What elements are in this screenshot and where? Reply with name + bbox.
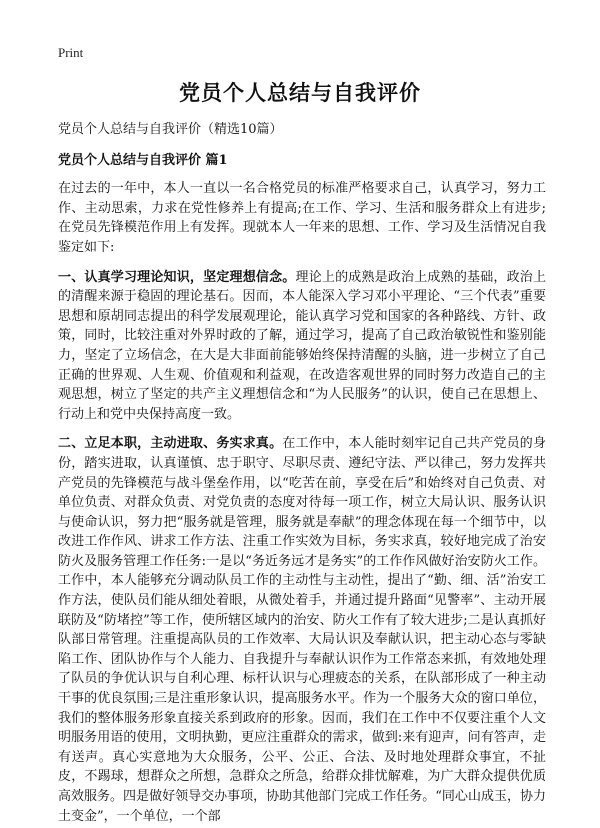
- print-label[interactable]: Print: [58, 45, 84, 60]
- document-subtitle: 党员个人总结与自我评价（精选10篇）: [58, 122, 283, 137]
- section-heading: 党员个人总结与自我评价 篇1: [58, 152, 228, 168]
- document-title: 党员个人总结与自我评价: [179, 80, 421, 105]
- paragraph-intro: [58, 179, 546, 257]
- paragraph-lead: 二、立足本职，主动进取、务实求真。: [58, 436, 283, 452]
- paragraph-lead: 一、认真学习理论知识，坚定理想信念。: [58, 269, 296, 285]
- document-body: [58, 120, 546, 828]
- paragraph-text: 理论上的成熟是政治上成熟的基础，政治上的清醒来源于稳固的理论基石。因而，本人能深入学习邓小平理论、“三个代表”重要思想和原胡同志提出的科学发展观理论，能认真学习党和国家的各种路线、方针、政策，同时，比较注重对外界时政的了解，通过学习，提高了自己政治敏锐性和鉴别能力，坚定了立场信念，在大是大非面前能够始终保持清醒的头脑，进一步树立了自己正确的世界观、人生观、价值观和利益观，在改造客观世界的同时努力改造自己的主观思想，树立了坚定的共产主义理想信念和“为人民服务”的认识，使自己在思想上、行动上和党中央保持高度一致。: [58, 269, 546, 422]
- paragraph-theory-study: [58, 268, 546, 425]
- paragraph-work-duty: [58, 434, 546, 826]
- paragraph-text: 在过去的一年中，本人一直以一名合格党员的标准严格要求自己，认真学习，努力工作、主动思索，力求在党性修养上有提高;在工作、学习、生活和服务群众上有进步;在党员先锋模范作用上有发挥。现就本人一年来的思想、工作、学习及生活情况自我鉴定如下:: [58, 181, 546, 255]
- paragraph-text: 在工作中，本人能时刻牢记自己共产党员的身份，踏实进取，认真谨慎、忠于职守、尽职尽责、遵纪守法、严以律己，努力发挥共产党员的先锋模范与战斗堡垒作用，以“吃苦在前，享受在后”和始终对自己负责、对单位负责、对群众负责、对党负责的态度对待每一项工作，树立大局认识、服务认识与使命认识，努力把“服务就是管理，服务就是奉献”的理念体现在每一个细节中，以改进工作作风、讲求工作方法、注重工作实效为目标，务实求真，较好地完成了治安防火及服务管理工作任务:一是以“务近务远才是务实”的工作作风做好治安防火工作。工作中，本人能够充分调动队员工作的主动性与主动性，提出了“勤、细、活”治安工作方法，使队员们能从细处着眼，从微处着手，并通过提升路面“见警率”、主动开展联防及“防堵控”等工作，使所辖区域内的治安、防火工作有了较大进步;二是认真抓好队部日常管理。注重提高队员的工作效率、大局认识及奉献认识，把主动心态与零缺陷工作、团队协作与个人能力、自我提升与奉献认识作为工作常态来抓，有效地处理了队员的争优认识与自利心理、标杆认识与心理疲态的关系，在队部形成了一种主动干事的优良氛围;三是注重形象认识，提高服务水平。作为一个服务大众的窗口单位，我们的整体服务形象直接关系到政府的形象。因而，我们在工作中不仅要注重个人文明服务用语的使用，文明执勤，更应注重群众的需求，做到:来有迎声，问有答声，走有送声。真心实意地为大众服务，公平、公正、合法、及时地处理群众事宜，不扯皮，不踢球，想群众之所想，急群众之所急，给群众排忧解难，为广大群众提供优质高效服务。四是做好领导交办事项，协助其他部门完成工作任务。“同心山成玉，协力土变金”，一个单位，一个部: [58, 436, 546, 824]
